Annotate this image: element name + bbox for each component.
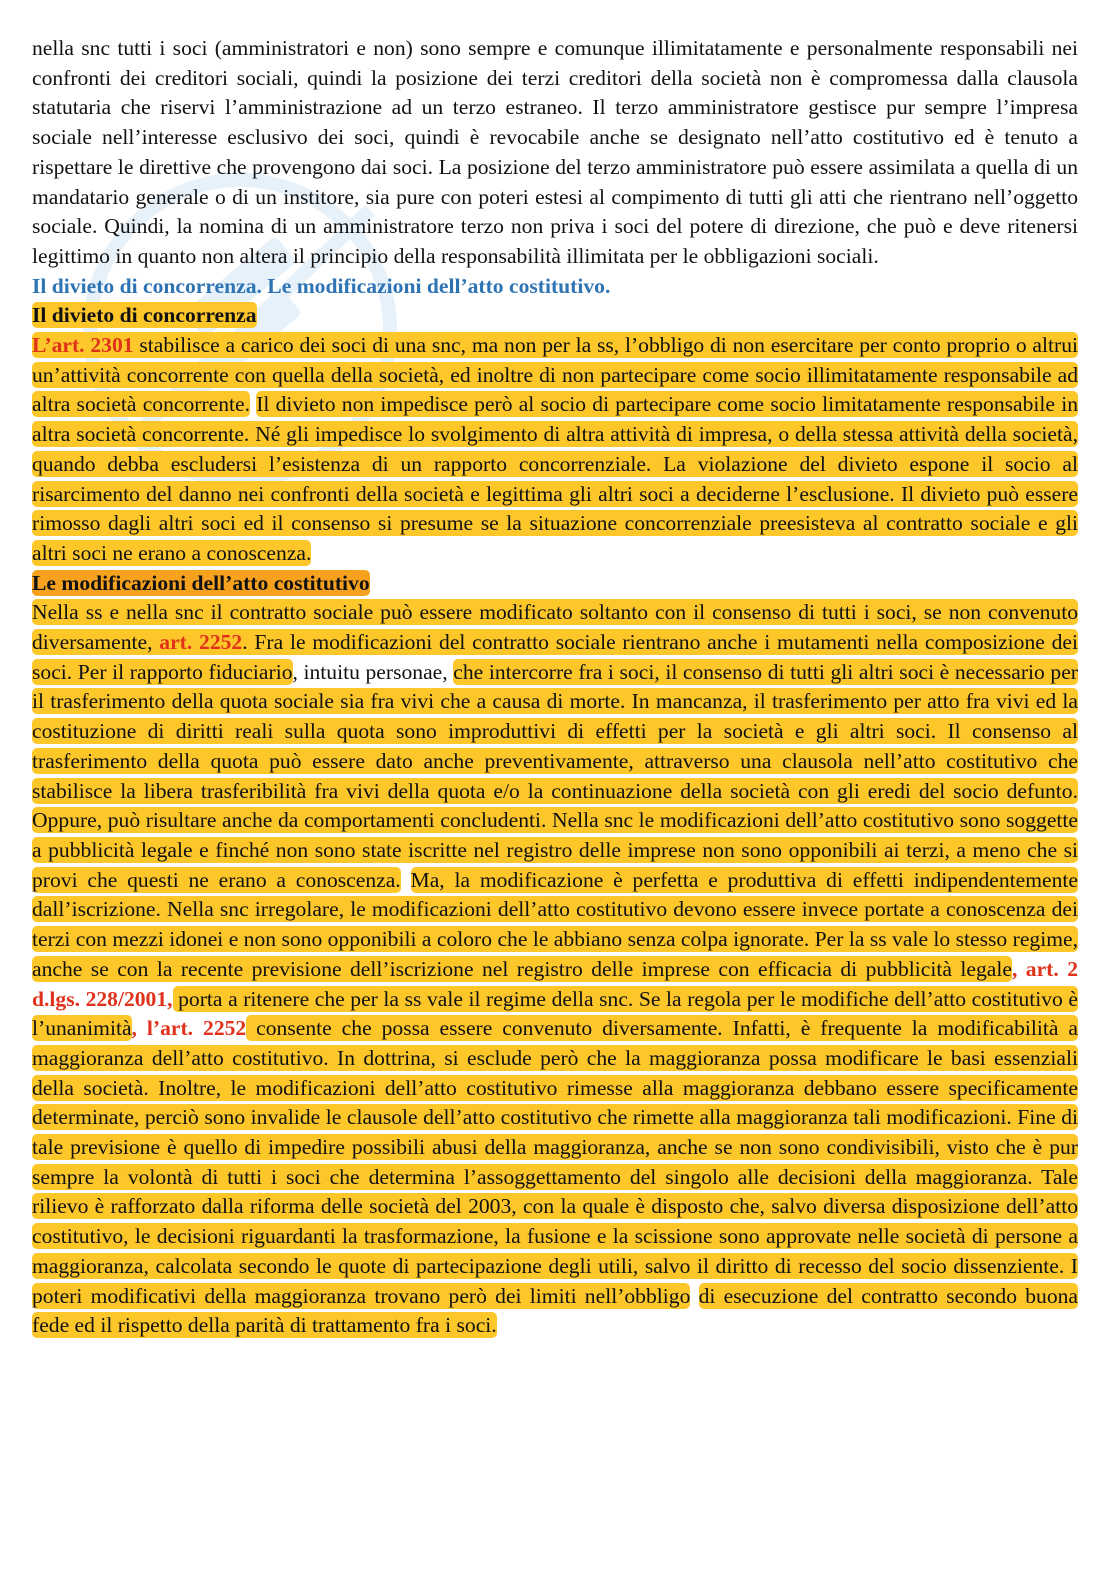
modificazioni-text-1: Nella ss e nella snc il contratto sociale può essere modificato soltanto con il consenso di tutti i soci, se non convenuto diversamente, (32, 600, 1078, 655)
ref-art-2252: art. 2252 (159, 630, 243, 655)
concorrenza-text-1: stabilisce a carico dei soci di una snc, ma non per la ss, l’obbligo di non esercitare per conto proprio o altrui un’attività concorrente con quella della società, ed inoltre di non partecipare come socio illimitatamente responsabile ad altra società concorrente. (32, 333, 1078, 417)
modificazioni-text-3: , intuitu personae, (292, 659, 454, 684)
modificazioni-text-4: che intercorre fra i soci, il consenso di tutti gli altri soci è necessario per il trasferimento della quota sociale sia fra vivi che a causa di morte. In mancanza, il trasferimento per atto fra vivi ed la costituzione di diritti reali sulla quota sono improduttivi di effetti per la società e gli altri soci. Il consenso al trasferimento della quota può essere dato anche preventivamente, attraverso una clausola nell’atto costitutivo che stabilisce la libera trasferibilità fra vivi della quota e/o la continuazione della società con gli eredi del socio defunto. Oppure, può risultare anche da comportamenti concludenti. Nella snc le modificazioni dell’atto costitutivo sono soggette a pubblicità legale e finché non sono state iscritte nel registro delle imprese non sono opponibili ai terzi, a meno che si provi che questi ne erano a conoscenza. (32, 659, 1078, 892)
modificazioni-heading-text: Le modificazioni dell’atto costitutivo (32, 570, 370, 595)
modificazioni-text-6: porta a ritenere che per la ss vale il regime della snc. Se la regola per le modifiche dell’atto costitutivo è l’unanimità (32, 986, 1078, 1041)
modificazioni-text-7: consente che possa essere convenuto diversamente. Infatti, è frequente la modificabilità a maggioranza dell’atto costitutivo. In dottrina, si esclude però che la maggioranza possa modificare le basi essenziali della società. Inoltre, le modificazioni dell’atto costitutivo rimesse alla maggioranza debbano essere specificamente determinate, perciò sono invalide le clausole dell’atto costitutivo che rimette alla maggioranza tali modificazioni. Fine di tale previsione è quello di impedire possibili abusi della maggioranza, anche se non sono condivisibili, visto che è pur sempre la volontà di tutti i soci che determina l’assoggettamento del singolo alle decisioni della maggioranza. Tale rilievo è rafforzato dalla riforma delle società del 2003, con la quale è disposto che, salvo diversa disposizione dell’atto costitutivo, le decisioni riguardanti la trasformazione, la fusione e la scissione sono approvate nelle società di persone a maggioranza, calcolata secondo le quote di partecipazione degli utili, salvo il diritto di recesso del socio dissenziente. I poteri modificativi della maggioranza trovano però dei limiti nell’obbligo (32, 1016, 1079, 1308)
modificazioni-heading (32, 569, 1078, 599)
intro-text: nella snc tutti i soci (amministratori e non) sono sempre e comunque illimitatamente e personalmente responsabili nei confronti dei creditori sociali, quindi la posizione dei terzi creditori della società non è compromessa dalla clausola statutaria che riservi l’amministrazione ad un terzo estraneo. Il terzo amministratore gestisce pur sempre l’impresa sociale nell’interesse esclusivo dei soci, quindi è revocabile anche se designato nell’atto costitutivo ed è tenuto a rispettare le direttive che provengono dai soci. La posizione del terzo amministratore può essere assimilata a quella di un mandatario generale o di un institore, sia pure con poteri estesi al compimento di tutti gli atti che rientrano nell’oggetto sociale. Quindi, la nomina di un amministratore terzo non priva i soci del potere di direzione, che può e deve ritenersi legittimo in quanto non altera il principio della responsabilità illimitata per le obbligazioni sociali. (32, 36, 1078, 268)
modificazioni-text-2: . Fra le modificazioni del contratto sociale rientrano anche i mutamenti nella composizione dei soci. Per il rapporto fiduciario (32, 630, 1078, 684)
modificazioni-text-5: Ma, la modificazione è perfetta e produttiva di effetti indipendentemente dall’iscrizione. Nella snc irregolare, le modificazioni dell’atto costitutivo devono essere invece portate a conoscenza dei terzi con mezzi idonei e non sono opponibili a coloro che le abbiano senza colpa ignorate. Per la ss vale lo stesso regime, anche se con la recente previsione dell’iscrizione nel registro delle imprese con efficacia di pubblicità legale (32, 867, 1078, 981)
concorrenza-paragraph (32, 331, 1078, 569)
concorrenza-heading-text: Il divieto di concorrenza (32, 303, 257, 328)
ref-art-2301: L’art. 2301 (32, 333, 134, 358)
document-page (32, 34, 1078, 1341)
concorrenza-text-2: Il divieto non impedisce però al socio di partecipare come socio limitatamente responsabile in altra società concorrente. Né gli impedisce lo svolgimento di altra attività di impresa, o della stessa attività della società, quando debba escludersi l’esistenza di un rapporto concorrenziale. La violazione del divieto espone il socio al risarcimento del danno nei confronti della società e legittima gli altri soci a deciderne l’esclusione. Il divieto può essere rimosso dagli altri soci ed il consenso si presume se la situazione concorrenziale preesisteva al contratto sociale e gli altri soci ne erano a conoscenza. (32, 392, 1078, 565)
ref-dlgs-228-2001: , art. 2 d.lgs. 228/2001, (32, 956, 1079, 1011)
section-title: Il divieto di concorrenza. Le modificazioni dell’atto costitutivo. (32, 273, 611, 298)
concorrenza-heading (32, 301, 1078, 331)
modificazioni-text-8: di esecuzione del contratto secondo buona fede ed il rispetto della parità di trattamento fra i soci. (32, 1283, 1078, 1338)
intro-paragraph (32, 34, 1078, 272)
ref-art-2252-second: , l’art. 2252 (131, 1016, 247, 1041)
modificazioni-paragraph (32, 598, 1078, 1341)
